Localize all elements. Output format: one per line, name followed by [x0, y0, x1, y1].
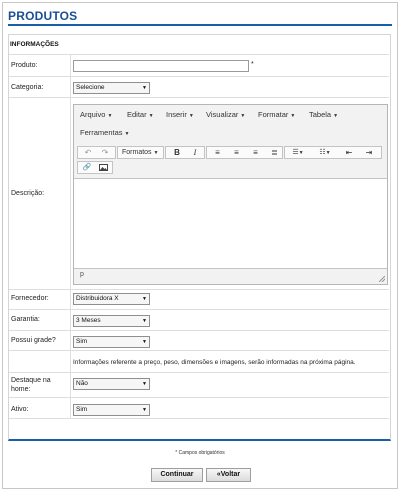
grade-value: Sim	[76, 338, 88, 345]
style-group	[165, 146, 205, 159]
required-fields-note: * Campos obrigatórios	[175, 450, 225, 456]
link-icon[interactable]: 🔗	[82, 164, 92, 171]
align-group	[206, 146, 283, 159]
italic-icon[interactable]: I	[193, 148, 197, 157]
destaque-select[interactable]	[73, 378, 150, 390]
redo-icon[interactable]: ↷	[101, 148, 109, 157]
chevron-down-icon: ▼	[240, 113, 246, 119]
list-group	[284, 146, 382, 159]
menu-visualizar-label: Visualizar	[206, 110, 239, 119]
formats-dropdown[interactable]	[122, 147, 162, 159]
title-divider	[8, 24, 392, 26]
menu-inserir-label: Inserir	[166, 110, 187, 119]
menu-editar-label: Editar	[127, 110, 147, 119]
formats-group	[117, 146, 164, 159]
menu-tabela-label: Tabela	[309, 110, 332, 119]
image-icon[interactable]	[97, 162, 109, 174]
editor-content-area[interactable]	[74, 178, 387, 269]
garantia-value: 3 Meses	[76, 317, 101, 324]
categoria-value: Selecione	[76, 84, 105, 91]
history-group	[77, 146, 116, 159]
grade-label: Possui grade?	[11, 337, 56, 344]
fornecedor-select[interactable]	[73, 293, 150, 305]
destaque-label-line2: home:	[11, 386, 31, 393]
row-divider	[9, 97, 389, 98]
grade-select[interactable]	[73, 336, 150, 348]
row-divider	[9, 372, 389, 373]
row-divider	[9, 76, 389, 77]
resize-handle-icon[interactable]	[379, 276, 385, 282]
menu-formatar-label: Formatar	[258, 110, 289, 119]
destaque-label-line1: Destaque na	[11, 377, 51, 384]
required-mark: *	[251, 61, 254, 68]
formats-label: Formatos	[122, 149, 152, 156]
menu-arquivo[interactable]	[80, 110, 112, 119]
produto-label: Produto:	[11, 62, 38, 69]
descricao-label: Descrição:	[11, 190, 45, 197]
info-text: Informações referente a preço, peso, dimensões e imagens, serão informadas na próxima página.	[73, 359, 356, 366]
categoria-select[interactable]	[73, 82, 150, 94]
menu-visualizar[interactable]	[206, 110, 245, 119]
chevron-down-icon: ▼	[142, 339, 147, 345]
garantia-select[interactable]	[73, 315, 150, 327]
align-right-icon[interactable]: ≡	[253, 148, 258, 157]
numbered-list-icon[interactable]: ☷▼	[319, 149, 331, 156]
chevron-down-icon: ▼	[148, 113, 154, 119]
fornecedor-label: Fornecedor:	[11, 295, 49, 302]
row-divider	[9, 54, 389, 55]
chevron-down-icon: ▼	[188, 113, 194, 119]
indent-icon[interactable]: ⇥	[365, 148, 373, 157]
align-left-icon[interactable]: ≡	[215, 148, 220, 157]
menu-tabela[interactable]	[309, 110, 338, 119]
chevron-down-icon: ▼	[333, 113, 339, 119]
chevron-down-icon: ▼	[142, 318, 147, 324]
menu-inserir[interactable]	[166, 110, 194, 119]
menu-editar[interactable]	[127, 110, 154, 119]
editor-status-path: p	[80, 271, 84, 278]
undo-icon[interactable]: ↶	[84, 148, 92, 157]
chevron-down-icon: ▼	[124, 131, 130, 137]
row-divider	[9, 289, 389, 290]
section-title: INFORMAÇÕES	[10, 41, 59, 48]
back-button[interactable]: «Voltar	[206, 468, 251, 482]
row-divider	[9, 309, 389, 310]
chevron-down-icon: ▼	[153, 150, 159, 156]
row-divider	[9, 418, 389, 419]
chevron-down-icon: ▼	[290, 113, 296, 119]
categoria-label: Categoria:	[11, 84, 44, 91]
chevron-down-icon: ▼	[142, 407, 147, 413]
chevron-down-icon: ▼	[107, 113, 113, 119]
continue-button[interactable]: Continuar	[151, 468, 203, 482]
editor-toolbar	[77, 146, 384, 177]
rich-text-editor	[73, 104, 388, 285]
fornecedor-value: Distribuidora X	[76, 295, 119, 302]
menu-ferramentas-label: Ferramentas	[80, 128, 123, 137]
chevron-down-icon: ▼	[142, 85, 147, 91]
insert-group	[77, 161, 113, 174]
menu-formatar[interactable]	[258, 110, 295, 119]
page-title: PRODUTOS	[8, 9, 78, 23]
column-divider	[70, 54, 71, 418]
row-divider	[9, 397, 389, 398]
chevron-down-icon: ▼	[142, 296, 147, 302]
align-justify-icon[interactable]: ≣	[271, 148, 278, 157]
row-divider	[9, 330, 389, 331]
bold-icon[interactable]: B	[174, 148, 180, 157]
bullet-list-icon[interactable]: ☰▼	[292, 149, 304, 156]
destaque-value: Não	[76, 380, 88, 387]
menu-ferramentas[interactable]	[80, 128, 129, 137]
ativo-value: Sim	[76, 406, 88, 413]
ativo-label: Ativo:	[11, 406, 29, 413]
outdent-icon[interactable]: ⇤	[345, 148, 353, 157]
menu-arquivo-label: Arquivo	[80, 110, 106, 119]
produto-input[interactable]	[73, 60, 249, 72]
ativo-select[interactable]	[73, 404, 150, 416]
align-center-icon[interactable]: ≡	[234, 148, 239, 157]
row-divider	[9, 350, 389, 351]
chevron-down-icon: ▼	[142, 381, 147, 387]
garantia-label: Garantia:	[11, 316, 40, 323]
